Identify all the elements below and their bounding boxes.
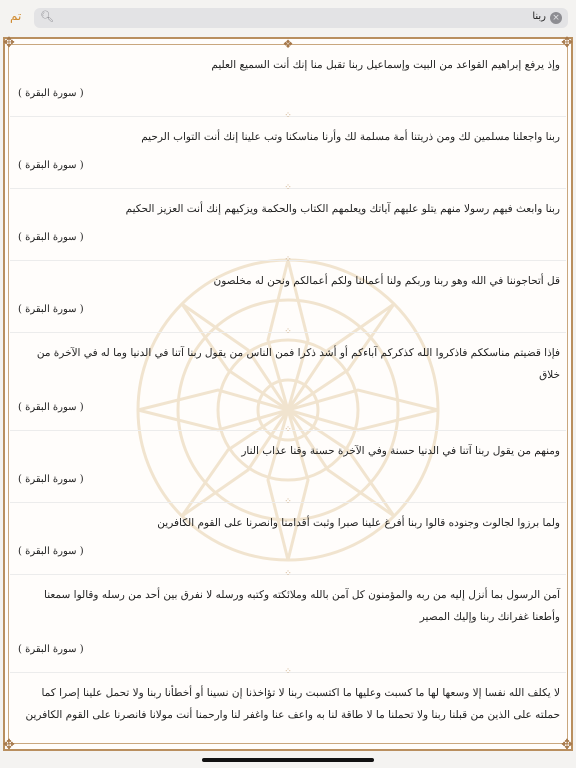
surah-label: ( سورة البقرة ) [18,88,84,99]
done-button[interactable]: تم [10,9,22,23]
divider-ornament-icon: ⁘ [284,569,292,579]
verse-text: وإذ يرفع إبراهيم القواعد من البيت وإسماعيل ربنا تقبل منا إنك أنت السميع العليم [211,59,560,71]
home-indicator[interactable] [202,758,374,762]
surah-label: ( سورة البقرة ) [18,160,84,171]
divider-ornament-icon: ⁘ [284,497,292,507]
search-input[interactable] [34,8,568,28]
verse-text: لا يكلف الله نفسا إلا وسعها لها ما كسبت وعليها ما اكتسبت ربنا لا تؤاخذنا إن نسينا أو أخطأنا ربنا ولا تحمل علينا إصرا كما حملته على الذين من قبلنا ربنا ولا تحملنا ما لا طاقة لنا به واعف عنا واغفر لنا وارحمنا أنت مولانا فانصرنا على القوم الكافرين [25,687,560,721]
verse-text: آمن الرسول بما أنزل إليه من ربه والمؤمنون كل آمن بالله وملائكته وكتبه ورسله لا نفرق بين أحد من رسله وقالوا سمعنا وأطعنا غفرانك ربنا وإليك المصير [44,589,560,623]
clear-icon[interactable]: × [550,12,562,24]
divider-ornament-icon: ⁘ [284,327,292,337]
surah-label: ( سورة البقرة ) [18,644,84,655]
surah-label: ( سورة البقرة ) [18,402,84,413]
corner-ornament-icon: ✥ [3,35,15,51]
search-icon: 🔍︎ [40,10,54,23]
divider-ornament-icon: ⁘ [284,183,292,193]
divider-ornament-icon: ⁘ [284,425,292,435]
divider-ornament-icon: ⁘ [284,667,292,677]
divider-ornament-icon: ⁘ [284,255,292,265]
verse-text: قل أتحاجوننا في الله وهو ربنا وربكم ولنا أعمالنا ولكم أعمالكم ونحن له مخلصون [213,275,560,287]
corner-ornament-icon: ✥ [3,737,15,753]
verse-text: ربنا وابعث فيهم رسولا منهم يتلو عليهم آياتك ويعلمهم الكتاب والحكمة ويزكيهم إنك أنت العزيز الحكيم [125,203,560,215]
divider-ornament-icon: ⁘ [284,111,292,121]
surah-label: ( سورة البقرة ) [18,474,84,485]
verse-text: ولما برزوا لجالوت وجنوده قالوا ربنا أفرغ علينا صبرا وثبت أقدامنا وانصرنا على القوم الكافرين [157,517,560,529]
surah-label: ( سورة البقرة ) [18,232,84,243]
verse-list[interactable] [10,48,566,742]
search-bar [0,0,576,36]
verse-text: ومنهم من يقول ربنا آتنا في الدنيا حسنة وفي الآخرة حسنة وقنا عذاب النار [241,445,560,457]
search-query-text: ربنا [532,11,546,22]
surah-label: ( سورة البقرة ) [18,304,84,315]
top-ornament-icon: ❖ [282,37,294,51]
corner-ornament-icon: ✥ [561,35,573,51]
corner-ornament-icon: ✥ [561,737,573,753]
verse-text: فإذا قضيتم مناسككم فاذكروا الله كذكركم آباءكم أو أشد ذكرا فمن الناس من يقول ربنا آتنا في الدنيا وما له في الآخرة من خلاق [36,347,560,381]
surah-label: ( سورة البقرة ) [18,546,84,557]
verse-text: ربنا واجعلنا مسلمين لك ومن ذريتنا أمة مسلمة لك وأرنا مناسكنا وتب علينا إنك أنت التواب الرحيم [141,131,560,143]
